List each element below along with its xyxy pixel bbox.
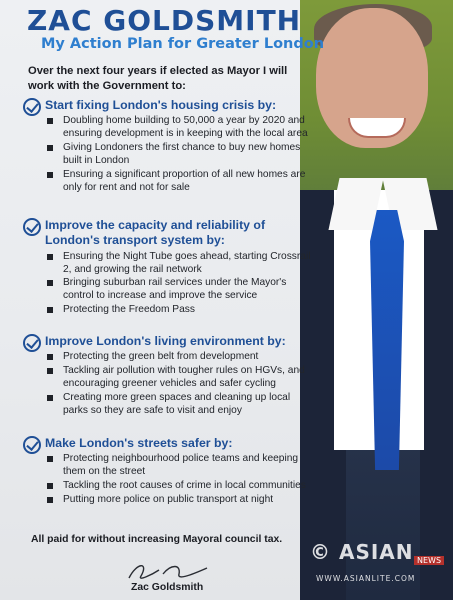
section-heading: Start fixing London's housing crisis by: xyxy=(23,98,313,113)
list-item: Tackling air pollution with tougher rules on HGVs, and encouraging greener vehicles and safer cycling xyxy=(23,365,313,391)
watermark xyxy=(310,540,442,583)
list-item: Creating more green spaces and cleaning up local parks so they are safe to visit and enjoy xyxy=(23,392,313,418)
watermark-logo: © ASIAN xyxy=(310,540,414,564)
section-safety xyxy=(23,436,313,508)
funding-note: All paid for without increasing Mayoral council tax. xyxy=(31,534,283,545)
list-item: Giving Londoners the first chance to buy new homes built in London xyxy=(23,142,313,168)
leaflet-subtitle: My Action Plan for Greater London xyxy=(41,36,325,52)
list-item: Protecting the Freedom Pass xyxy=(23,304,313,317)
list-item: Ensuring the Night Tube goes ahead, starting Crossrail 2, and growing the rail network xyxy=(23,251,313,277)
check-circle-icon xyxy=(23,98,41,116)
watermark-badge: NEWS xyxy=(414,556,444,565)
list-item: Ensuring a significant proportion of all new homes are only for rent and not for sale xyxy=(23,169,313,195)
section-heading: Improve London's living environment by: xyxy=(23,334,313,349)
section-transport xyxy=(23,218,313,318)
check-circle-icon xyxy=(23,334,41,352)
check-circle-icon xyxy=(23,218,41,236)
list-item: Protecting neighbourhood police teams and keeping them on the street xyxy=(23,453,313,479)
intro-text: Over the next four years if elected as Mayor I will work with the Government to: xyxy=(28,65,288,92)
list-item: Protecting the green belt from development xyxy=(23,351,313,364)
section-heading: Improve the capacity and reliability of London's transport system by: xyxy=(23,218,313,249)
signature-name: Zac Goldsmith xyxy=(131,582,204,593)
list-item: Bringing suburban rail services under the Mayor's control to increase and improve the service xyxy=(23,277,313,303)
list-item: Putting more police on public transport at night xyxy=(23,494,313,507)
list-item: Tackling the root causes of crime in local communities xyxy=(23,480,313,493)
list-item: Doubling home building to 50,000 a year by 2020 and ensuring development is in keeping with the local area xyxy=(23,115,313,141)
check-circle-icon xyxy=(23,436,41,454)
section-environment xyxy=(23,334,313,419)
section-heading: Make London's streets safer by: xyxy=(23,436,313,451)
section-housing xyxy=(23,98,313,195)
candidate-name: ZAC GOLDSMITH xyxy=(27,4,302,37)
watermark-url: WWW.ASIANLITE.COM xyxy=(316,574,416,583)
candidate-photo xyxy=(300,0,453,600)
